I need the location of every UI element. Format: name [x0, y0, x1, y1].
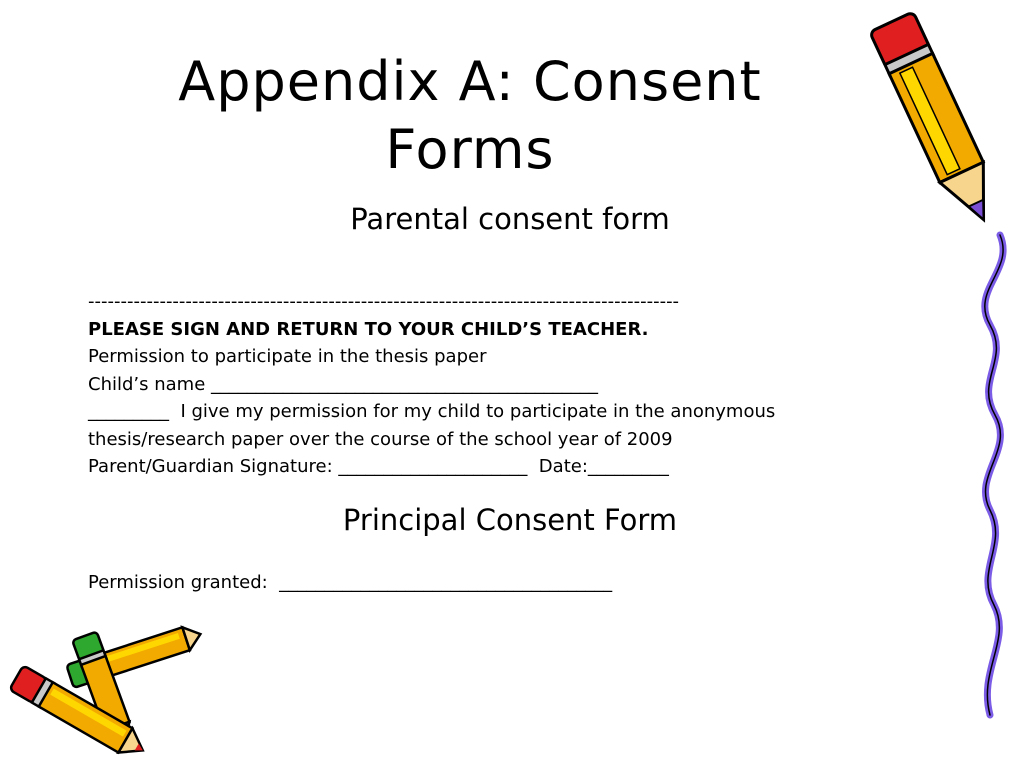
slide-title [120, 48, 820, 184]
title-line-2: Forms [385, 118, 555, 181]
instruction-text: PLEASE SIGN AND RETURN TO YOUR CHILD’S TEACHER. [88, 318, 649, 340]
separator-line: ------------------------------------------------------------------------------------------- [88, 291, 680, 312]
consent-form [88, 288, 938, 481]
pencil-icon [862, 2, 1012, 252]
principal-heading: Principal Consent Form [342, 503, 678, 537]
crossed-pencils-icon [2, 618, 212, 758]
form-line-give-permission: _________ I give my permission for my child to participate in the anonymous [88, 401, 776, 422]
form-line-child-name: Child’s name ___________________________________________ [88, 373, 598, 395]
permission-granted-line: Permission granted: _____________________________________ [88, 572, 613, 593]
subtitle: Parental consent form [350, 202, 670, 236]
form-line-permission: Permission to participate in the thesis paper [88, 346, 487, 367]
squiggle-line [960, 230, 1020, 720]
form-line-signature: Parent/Guardian Signature: _____________________ Date:_________ [88, 456, 669, 477]
form-line-thesis: thesis/research paper over the course of the school year of 2009 [88, 428, 673, 450]
title-line-1: Appendix A: Consent [178, 50, 762, 113]
